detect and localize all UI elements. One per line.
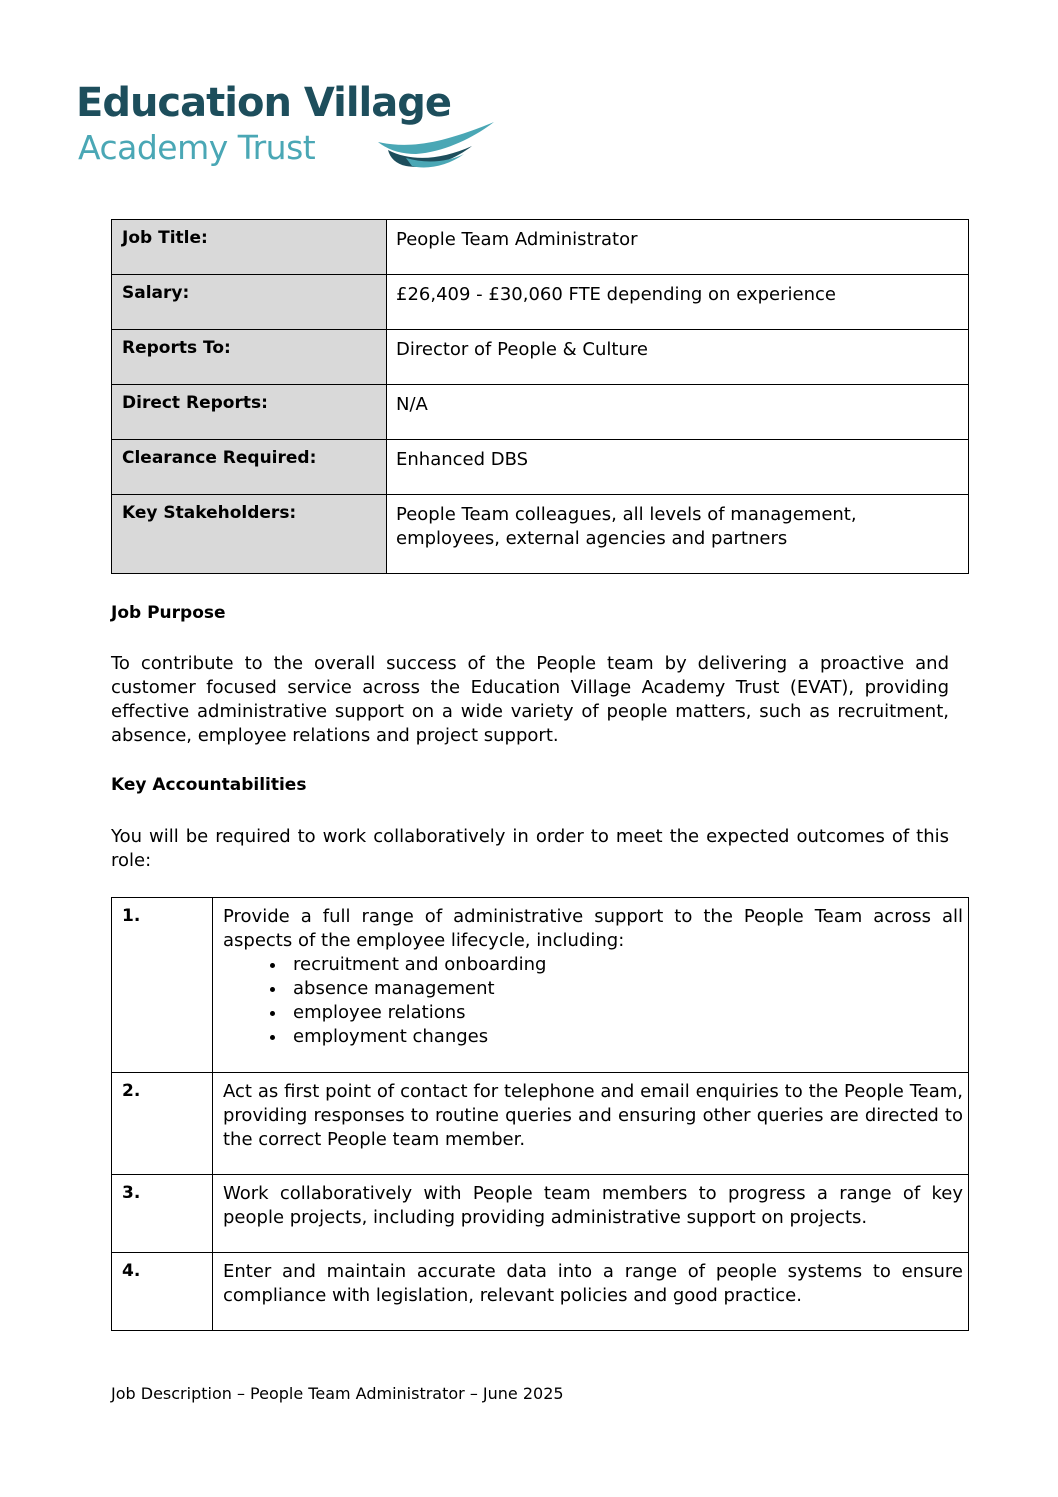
info-value: Director of People & Culture xyxy=(387,330,969,385)
info-row-reports-to xyxy=(112,330,969,385)
item-text: Provide a full range of administrative support to the People Team across all aspects of the employee lifecycle, including: xyxy=(223,906,963,951)
table-row xyxy=(112,898,969,1073)
info-row-direct-reports xyxy=(112,385,969,440)
info-label: Reports To: xyxy=(112,330,387,385)
info-label: Job Title: xyxy=(112,220,387,275)
logo-line2: Academy Trust xyxy=(78,128,316,167)
item-number: 4. xyxy=(112,1253,213,1331)
item-number: 1. xyxy=(112,898,213,1073)
accountabilities-table xyxy=(111,897,969,1331)
page-footer: Job Description – People Team Administrator – June 2025 xyxy=(111,1384,564,1403)
info-value: People Team colleagues, all levels of management, employees, external agencies and partners xyxy=(387,495,969,574)
info-label: Salary: xyxy=(112,275,387,330)
info-label: Direct Reports: xyxy=(112,385,387,440)
item-text: Work collaboratively with People team members to progress a range of key people projects, including providing administrative support on projects. xyxy=(213,1175,969,1253)
info-label: Clearance Required: xyxy=(112,440,387,495)
info-value: People Team Administrator xyxy=(387,220,969,275)
logo-line1: Education Village xyxy=(76,80,451,126)
info-row-salary xyxy=(112,275,969,330)
info-value: £26,409 - £30,060 FTE depending on experience xyxy=(387,275,969,330)
info-value: N/A xyxy=(387,385,969,440)
bullet-list xyxy=(223,953,963,1049)
job-info-table xyxy=(111,219,969,574)
key-accountabilities-heading: Key Accountabilities xyxy=(111,775,307,795)
item-number: 2. xyxy=(112,1073,213,1175)
job-purpose-text: To contribute to the overall success of the People team by delivering a proactive and customer focused service across the Education Village Academy Trust (EVAT), providing effective administrative support on a wide variety of people matters, such as recruitment, absence, employee relations and project support. xyxy=(111,653,949,746)
job-purpose-heading: Job Purpose xyxy=(111,603,226,623)
info-row-job-title xyxy=(112,220,969,275)
logo xyxy=(76,80,506,175)
item-text: Enter and maintain accurate data into a range of people systems to ensure compliance with legislation, relevant policies and good practice. xyxy=(213,1253,969,1331)
list-item: • absence management xyxy=(287,977,963,1001)
list-item: • employee relations xyxy=(287,1001,963,1025)
key-accountabilities-intro: You will be required to work collaboratively in order to meet the expected outcomes of this role: xyxy=(111,826,949,871)
table-row xyxy=(112,1253,969,1331)
info-row-clearance xyxy=(112,440,969,495)
info-value: Enhanced DBS xyxy=(387,440,969,495)
item-text-cell xyxy=(213,898,969,1073)
list-item: • employment changes xyxy=(287,1025,963,1049)
table-row xyxy=(112,1073,969,1175)
bird-icon xyxy=(376,120,498,170)
table-row xyxy=(112,1175,969,1253)
item-text: Act as first point of contact for telephone and email enquiries to the People Team, providing responses to routine queries and ensuring other queries are directed to the correct People team member. xyxy=(213,1073,969,1175)
item-number: 3. xyxy=(112,1175,213,1253)
info-row-stakeholders xyxy=(112,495,969,574)
info-label: Key Stakeholders: xyxy=(112,495,387,574)
list-item: • recruitment and onboarding xyxy=(287,953,963,977)
